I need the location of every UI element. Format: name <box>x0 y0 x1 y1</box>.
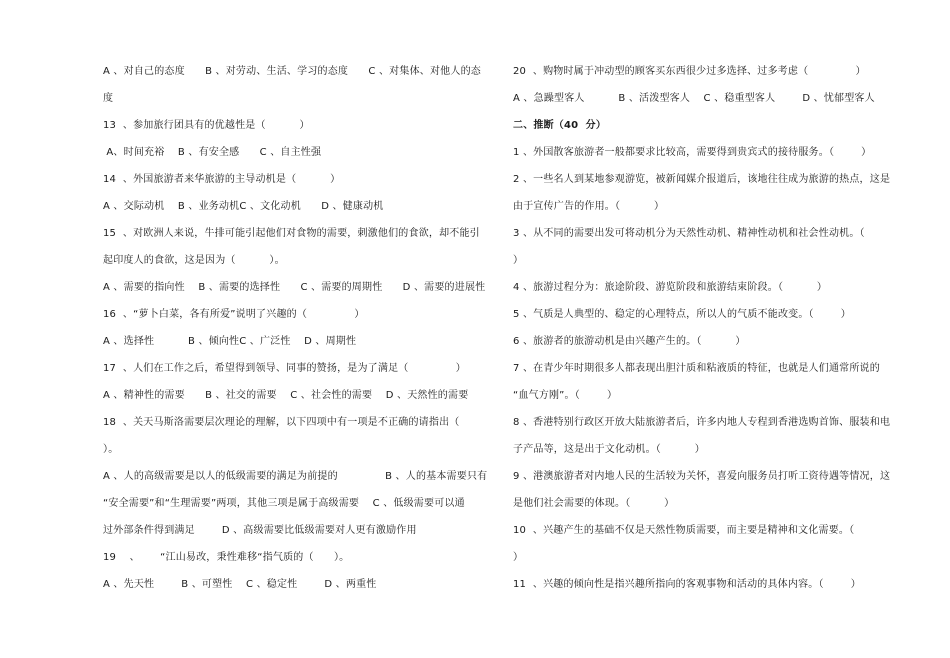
text-line: A 、人的高级需要是以人的低级需要的满足为前提的 B 、人的基本需要只有 <box>103 471 488 482</box>
left-column <box>103 58 491 598</box>
judgement-7: 7 、在青少年时期很多人都表现出胆汁质和粘液质的特征，也就是人们通常所说的 <box>513 363 880 374</box>
judgement-4: 4 、旅游过程分为：旅途阶段、游览阶段和旅游结束阶段。（ ） <box>513 282 828 293</box>
text-line: ）。 <box>103 444 119 455</box>
text-line: 度 <box>103 93 114 104</box>
text-line: A 、先天性 B 、可塑性 C 、稳定性 D 、两重性 <box>103 579 377 590</box>
judgement-11: 11 、兴趣的倾向性是指兴趣所指向的客观事物和活动的具体内容。（ ） <box>513 579 861 590</box>
judgement-6: 6 、旅游者的旅游动机是由兴趣产生的。（ ） <box>513 336 746 347</box>
judgement-3: 3 、从不同的需要出发可将动机分为天然性动机、精神性动机和社会性动机。（ <box>513 228 865 239</box>
text-line: ） <box>513 255 524 266</box>
text-line: “血气方刚”。（ ） <box>513 390 618 401</box>
text-line: “安全需要”和“生理需要”两项，其他三项是属于高级需要 C 、低级需要可以通 <box>103 498 465 509</box>
question-16: 16 、“萝卜白菜，各有所爱”说明了兴趣的（ ） <box>103 309 365 320</box>
judgement-8: 8 、香港特别行政区开放大陆旅游者后，许多内地人专程到香港选购首饰、服装和电 <box>513 417 891 428</box>
text-line: A 、需要的指向性 B 、需要的选择性 C 、需要的周期性 D 、需要的进展性 <box>103 282 486 293</box>
text-line: 是他们社会需要的体现。（ ） <box>513 498 675 509</box>
judgement-5: 5 、气质是人典型的、稳定的心理特点，所以人的气质不能改变。（ ） <box>513 309 851 320</box>
right-column <box>513 58 903 598</box>
question-14: 14 、外国旅游者来华旅游的主导动机是（ ） <box>103 174 341 185</box>
question-13: 13 、参加旅行团具有的优越性是（ ） <box>103 120 310 131</box>
question-17: 17 、人们在工作之后，希望得到领导、同事的赞扬，是为了满足（ ） <box>103 363 466 374</box>
text-line: 子产品等，这是出于文化动机。（ ） <box>513 444 705 455</box>
text-line: A 、急躁型客人 B 、活泼型客人 C 、稳重型客人 D 、忧郁型客人 <box>513 93 875 104</box>
section-heading: 二、推断（40 分） <box>513 120 607 131</box>
question-18: 18 、关天马斯洛需要层次理论的理解，以下四项中有一项是不正确的请指出（ <box>103 417 460 428</box>
text-line: A 、交际动机 B 、业务动机C 、文化动机 D 、健康动机 <box>103 201 384 212</box>
text-line: ） <box>513 552 524 563</box>
judgement-9: 9 、港澳旅游者对内地人民的生活较为关怀，喜爱向服务员打听工资待遇等情况，这 <box>513 471 891 482</box>
text-line: 由于宣传广告的作用。（ ） <box>513 201 665 212</box>
text-line: A 、选择性 B 、倾向性C 、广泛性 D 、周期性 <box>103 336 357 347</box>
question-19: 19 、 “江山易改，秉性难移“指气质的（ ）。 <box>103 552 350 563</box>
text-line: A、时间充裕 B 、有安全感 C 、自主性强 <box>103 147 322 158</box>
text-line: 过外部条件得到满足 D 、高级需要比低级需要对人更有激励作用 <box>103 525 417 536</box>
judgement-2: 2 、一些名人到某地参观游览，被新闻媒介报道后，该地往往成为旅游的热点，这是 <box>513 174 891 185</box>
question-15: 15 、对欧洲人来说，牛排可能引起他们对食物的需要，刺激他们的食欲，却不能引 <box>103 228 480 239</box>
question-20: 20 、购物时属于冲动型的顾客买东西很少过多选择、过多考虑（ ） <box>513 66 866 77</box>
text-line: A 、精神性的需要 B 、社交的需要 C 、社会性的需要 D 、天然性的需要 <box>103 390 469 401</box>
judgement-10: 10 、兴趣产生的基础不仅是天然性物质需要，而主要是精神和文化需要。（ <box>513 525 855 536</box>
judgement-1: 1 、外国散客旅游者一般都要求比较高，需要得到贵宾式的接待服务。（ ） <box>513 147 872 158</box>
text-line: A 、对自己的态度 B 、对劳动、生活、学习的态度 C 、对集体、对他人的态 <box>103 66 481 77</box>
text-line: 起印度人的食欲，这是因为（ ）。 <box>103 255 285 266</box>
